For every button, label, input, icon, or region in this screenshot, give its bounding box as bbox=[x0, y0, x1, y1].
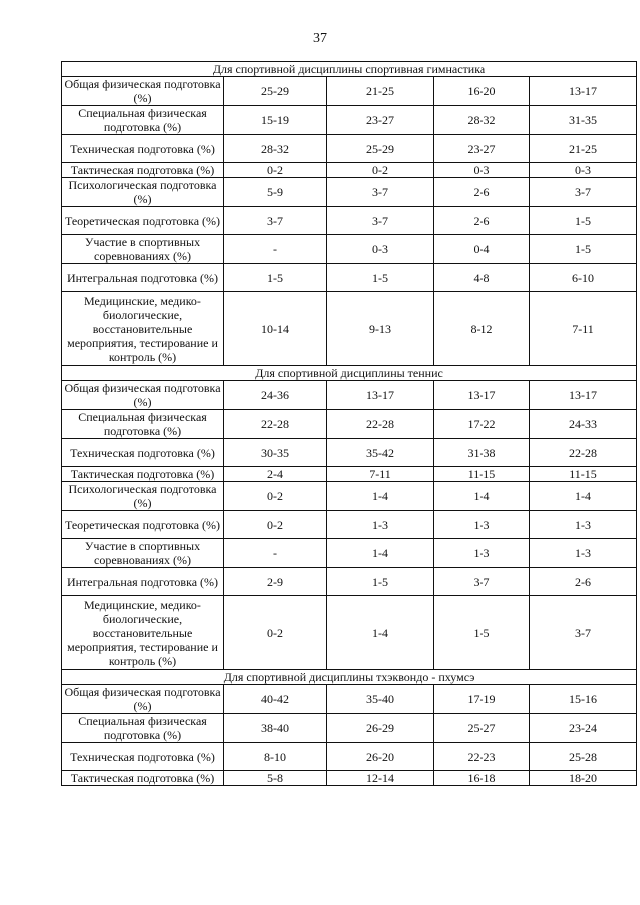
value-cell: 13-17 bbox=[530, 381, 637, 410]
table-row bbox=[62, 106, 637, 135]
value-cell: 0-4 bbox=[434, 235, 530, 264]
row-label: Специальная физическая подготовка (%) bbox=[62, 106, 224, 135]
row-label: Участие в спортивных соревнованиях (%) bbox=[62, 539, 224, 568]
value-cell: 38-40 bbox=[224, 714, 327, 743]
value-cell: 3-7 bbox=[434, 568, 530, 596]
row-label: Общая физическая подготовка (%) bbox=[62, 77, 224, 106]
value-cell: 0-2 bbox=[224, 511, 327, 539]
value-cell: 7-11 bbox=[327, 467, 434, 482]
section-header-row bbox=[62, 62, 637, 77]
table-row bbox=[62, 381, 637, 410]
table-row bbox=[62, 482, 637, 511]
value-cell: 2-4 bbox=[224, 467, 327, 482]
value-cell: 15-16 bbox=[530, 685, 637, 714]
table-row bbox=[62, 264, 637, 292]
table-row bbox=[62, 439, 637, 467]
value-cell: 3-7 bbox=[530, 596, 637, 670]
table-row bbox=[62, 207, 637, 235]
value-cell: 26-20 bbox=[327, 743, 434, 771]
row-label: Интегральная подготовка (%) bbox=[62, 264, 224, 292]
value-cell: 5-9 bbox=[224, 178, 327, 207]
row-label: Медицинские, медико-биологические, восстановительные мероприятия, тестирование и контроль (%) bbox=[62, 596, 224, 670]
row-label: Специальная физическая подготовка (%) bbox=[62, 410, 224, 439]
row-label: Тактическая подготовка (%) bbox=[62, 771, 224, 786]
value-cell: 0-2 bbox=[327, 163, 434, 178]
value-cell: 5-8 bbox=[224, 771, 327, 786]
row-label: Теоретическая подготовка (%) bbox=[62, 207, 224, 235]
table-row bbox=[62, 685, 637, 714]
row-label: Тактическая подготовка (%) bbox=[62, 163, 224, 178]
value-cell: 22-28 bbox=[224, 410, 327, 439]
value-cell: 1-3 bbox=[434, 539, 530, 568]
value-cell: 24-33 bbox=[530, 410, 637, 439]
value-cell: 8-10 bbox=[224, 743, 327, 771]
value-cell: 13-17 bbox=[434, 381, 530, 410]
value-cell: 17-22 bbox=[434, 410, 530, 439]
value-cell: 21-25 bbox=[327, 77, 434, 106]
value-cell: 2-6 bbox=[434, 207, 530, 235]
section-title: Для спортивной дисциплины спортивная гимнастика bbox=[62, 62, 637, 77]
value-cell: 22-23 bbox=[434, 743, 530, 771]
value-cell: 3-7 bbox=[327, 178, 434, 207]
value-cell: 3-7 bbox=[530, 178, 637, 207]
page-number: 37 bbox=[313, 31, 327, 46]
value-cell: 1-5 bbox=[530, 235, 637, 264]
value-cell: 1-4 bbox=[434, 482, 530, 511]
value-cell: 15-19 bbox=[224, 106, 327, 135]
table-row bbox=[62, 771, 637, 786]
row-label: Теоретическая подготовка (%) bbox=[62, 511, 224, 539]
row-label: Участие в спортивных соревнованиях (%) bbox=[62, 235, 224, 264]
table-row bbox=[62, 163, 637, 178]
section-header-row bbox=[62, 670, 637, 685]
value-cell: 0-3 bbox=[327, 235, 434, 264]
section-title: Для спортивной дисциплины тхэквондо - пхумсэ bbox=[62, 670, 637, 685]
value-cell: 1-3 bbox=[530, 511, 637, 539]
value-cell: 22-28 bbox=[327, 410, 434, 439]
value-cell: 2-6 bbox=[530, 568, 637, 596]
section-title: Для спортивной дисциплины теннис bbox=[62, 366, 637, 381]
value-cell: 1-5 bbox=[434, 596, 530, 670]
table-row bbox=[62, 178, 637, 207]
table-row bbox=[62, 511, 637, 539]
value-cell: 3-7 bbox=[224, 207, 327, 235]
value-cell: 10-14 bbox=[224, 292, 327, 366]
table-row bbox=[62, 467, 637, 482]
value-cell: 2-9 bbox=[224, 568, 327, 596]
table-row bbox=[62, 596, 637, 670]
row-label: Специальная физическая подготовка (%) bbox=[62, 714, 224, 743]
table-row bbox=[62, 410, 637, 439]
value-cell: 23-27 bbox=[434, 135, 530, 163]
value-cell: 16-20 bbox=[434, 77, 530, 106]
table-row bbox=[62, 714, 637, 743]
value-cell: 13-17 bbox=[327, 381, 434, 410]
value-cell: 1-5 bbox=[327, 568, 434, 596]
row-label: Тактическая подготовка (%) bbox=[62, 467, 224, 482]
value-cell: 0-2 bbox=[224, 163, 327, 178]
value-cell: 25-29 bbox=[224, 77, 327, 106]
table-row bbox=[62, 292, 637, 366]
value-cell: 17-19 bbox=[434, 685, 530, 714]
value-cell: - bbox=[224, 235, 327, 264]
table-row bbox=[62, 539, 637, 568]
value-cell: 16-18 bbox=[434, 771, 530, 786]
row-label: Общая физическая подготовка (%) bbox=[62, 685, 224, 714]
value-cell: 12-14 bbox=[327, 771, 434, 786]
value-cell: 40-42 bbox=[224, 685, 327, 714]
value-cell: 1-3 bbox=[530, 539, 637, 568]
value-cell: 31-35 bbox=[530, 106, 637, 135]
value-cell: 22-28 bbox=[530, 439, 637, 467]
value-cell: 35-40 bbox=[327, 685, 434, 714]
value-cell: 1-4 bbox=[327, 482, 434, 511]
value-cell: 0-3 bbox=[434, 163, 530, 178]
value-cell: 28-32 bbox=[224, 135, 327, 163]
row-label: Интегральная подготовка (%) bbox=[62, 568, 224, 596]
table-row bbox=[62, 135, 637, 163]
table-row bbox=[62, 743, 637, 771]
row-label: Психологическая подготовка (%) bbox=[62, 178, 224, 207]
value-cell: 31-38 bbox=[434, 439, 530, 467]
row-label: Техническая подготовка (%) bbox=[62, 135, 224, 163]
value-cell: 30-35 bbox=[224, 439, 327, 467]
value-cell: 11-15 bbox=[530, 467, 637, 482]
value-cell: 1-3 bbox=[434, 511, 530, 539]
value-cell: 1-5 bbox=[224, 264, 327, 292]
value-cell: 28-32 bbox=[434, 106, 530, 135]
value-cell: 0-2 bbox=[224, 596, 327, 670]
row-label: Медицинские, медико-биологические, восстановительные мероприятия, тестирование и контроль (%) bbox=[62, 292, 224, 366]
value-cell: 24-36 bbox=[224, 381, 327, 410]
value-cell: 7-11 bbox=[530, 292, 637, 366]
value-cell: 6-10 bbox=[530, 264, 637, 292]
value-cell: 25-29 bbox=[327, 135, 434, 163]
table-row bbox=[62, 77, 637, 106]
value-cell: - bbox=[224, 539, 327, 568]
value-cell: 0-2 bbox=[224, 482, 327, 511]
row-label: Психологическая подготовка (%) bbox=[62, 482, 224, 511]
row-label: Техническая подготовка (%) bbox=[62, 439, 224, 467]
value-cell: 1-5 bbox=[327, 264, 434, 292]
value-cell: 3-7 bbox=[327, 207, 434, 235]
table-row bbox=[62, 568, 637, 596]
value-cell: 23-27 bbox=[327, 106, 434, 135]
value-cell: 1-4 bbox=[530, 482, 637, 511]
table-row bbox=[62, 235, 637, 264]
value-cell: 9-13 bbox=[327, 292, 434, 366]
value-cell: 21-25 bbox=[530, 135, 637, 163]
value-cell: 11-15 bbox=[434, 467, 530, 482]
value-cell: 1-3 bbox=[327, 511, 434, 539]
section-header-row bbox=[62, 366, 637, 381]
value-cell: 35-42 bbox=[327, 439, 434, 467]
value-cell: 4-8 bbox=[434, 264, 530, 292]
value-cell: 8-12 bbox=[434, 292, 530, 366]
value-cell: 25-28 bbox=[530, 743, 637, 771]
value-cell: 25-27 bbox=[434, 714, 530, 743]
training-norms-table bbox=[61, 61, 637, 786]
value-cell: 1-4 bbox=[327, 539, 434, 568]
row-label: Общая физическая подготовка (%) bbox=[62, 381, 224, 410]
value-cell: 2-6 bbox=[434, 178, 530, 207]
value-cell: 1-4 bbox=[327, 596, 434, 670]
value-cell: 0-3 bbox=[530, 163, 637, 178]
value-cell: 13-17 bbox=[530, 77, 637, 106]
value-cell: 18-20 bbox=[530, 771, 637, 786]
value-cell: 23-24 bbox=[530, 714, 637, 743]
value-cell: 26-29 bbox=[327, 714, 434, 743]
value-cell: 1-5 bbox=[530, 207, 637, 235]
row-label: Техническая подготовка (%) bbox=[62, 743, 224, 771]
